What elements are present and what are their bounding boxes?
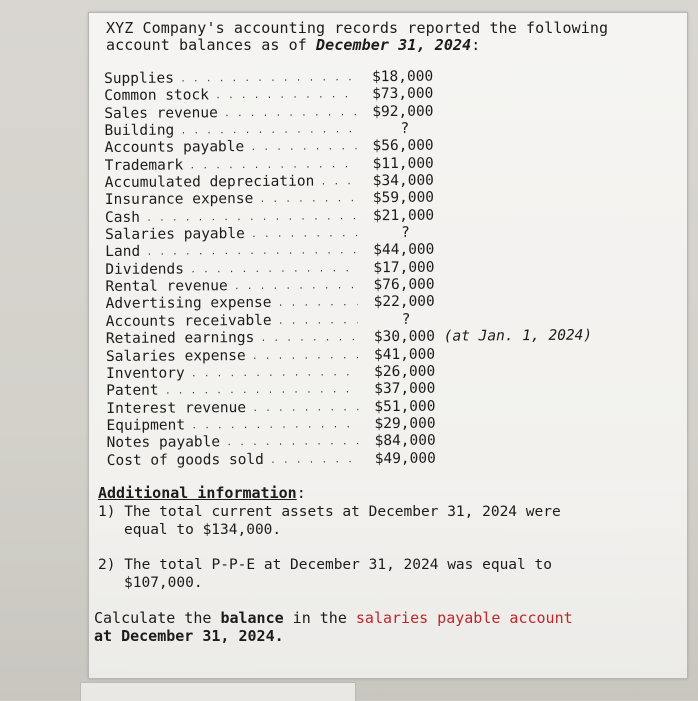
account-name: Trademark . . .: [105, 156, 357, 176]
account-name: Cost of goods sold . . .: [107, 451, 359, 471]
account-amount: $56,000: [372, 138, 434, 155]
account-amount: $11,000: [372, 155, 434, 172]
account-amount: ?: [401, 311, 411, 328]
account-name: Insurance expense . . .: [105, 191, 357, 211]
additional-info-item-2: 2) The total P-P-E at December 31, 2024 was equal to $107,000.: [98, 557, 552, 591]
account-name: Patent . . .: [106, 381, 358, 401]
account-name: Sales revenue . . .: [104, 104, 356, 124]
account-name: Advertising expense . . .: [106, 295, 358, 315]
account-note: (at Jan. 1, 2024): [434, 327, 593, 345]
account-name: Accumulated depreciation . . .: [105, 173, 357, 193]
account-amount: $29,000: [374, 415, 436, 432]
account-amount: $34,000: [372, 172, 434, 190]
account-amount: $44,000: [373, 242, 435, 259]
account-amount: $30,000 (at Jan. 1, 2024): [373, 327, 593, 346]
account-amount: ?: [400, 120, 410, 137]
account-name: Accounts receivable . . .: [106, 312, 358, 332]
account-name: Rental revenue . . .: [105, 277, 357, 297]
account-amount: $59,000: [372, 190, 435, 207]
paper-edge-below: [80, 682, 356, 701]
account-name: Cash . . .: [105, 208, 357, 228]
intro-text: [106, 20, 608, 54]
additional-info-heading: Additional information:: [98, 484, 306, 502]
account-name: Notes payable . . .: [107, 433, 359, 453]
account-name: Salaries payable . . .: [105, 225, 357, 245]
account-name: Dividends . . .: [105, 260, 357, 280]
account-amount: $18,000: [371, 68, 434, 86]
account-amount: $37,000: [374, 380, 436, 398]
account-amount: $49,000: [374, 450, 436, 467]
question-keyword-account: salaries payable account: [355, 609, 573, 627]
intro-date: December 31, 2024: [316, 36, 472, 54]
account-amount: $41,000: [373, 346, 436, 363]
question-text: Calculate the balance in the salaries payable account at December 31, 2024.: [94, 609, 573, 645]
account-name: Supplies . . .: [104, 69, 356, 89]
account-amount: $92,000: [372, 103, 434, 120]
account-amount: $22,000: [373, 294, 435, 311]
question-keyword-balance: balance: [220, 609, 284, 627]
account-amount: ?: [401, 224, 410, 242]
account-amount: $76,000: [373, 276, 435, 294]
account-name: Building . . .: [104, 121, 356, 141]
account-amount: $21,000: [372, 207, 435, 224]
account-name: Common stock . . .: [104, 87, 356, 107]
account-name: Inventory . . .: [106, 364, 358, 384]
account-amount: $26,000: [374, 363, 436, 380]
account-name: Salaries expense . . .: [106, 347, 358, 367]
account-name: Interest revenue . . .: [106, 399, 358, 419]
account-amount: $73,000: [372, 86, 434, 103]
account-name: Retained earnings . . .: [106, 329, 358, 349]
additional-info-item-1: 1) The total current assets at December 31, 2024 were equal to $134,000.: [98, 504, 561, 538]
account-amount: $51,000: [374, 398, 436, 415]
account-amount: $84,000: [374, 432, 436, 450]
account-name: Land . . .: [105, 243, 357, 263]
account-amount: $17,000: [373, 259, 435, 276]
intro-line-2: account balances as of December 31, 2024:: [106, 36, 481, 54]
account-name: Accounts payable . . .: [104, 139, 356, 159]
account-balances-list: [104, 67, 647, 470]
account-name: Equipment . . .: [106, 416, 358, 436]
intro-line-1: XYZ Company's accounting records reported the following: [106, 19, 609, 37]
